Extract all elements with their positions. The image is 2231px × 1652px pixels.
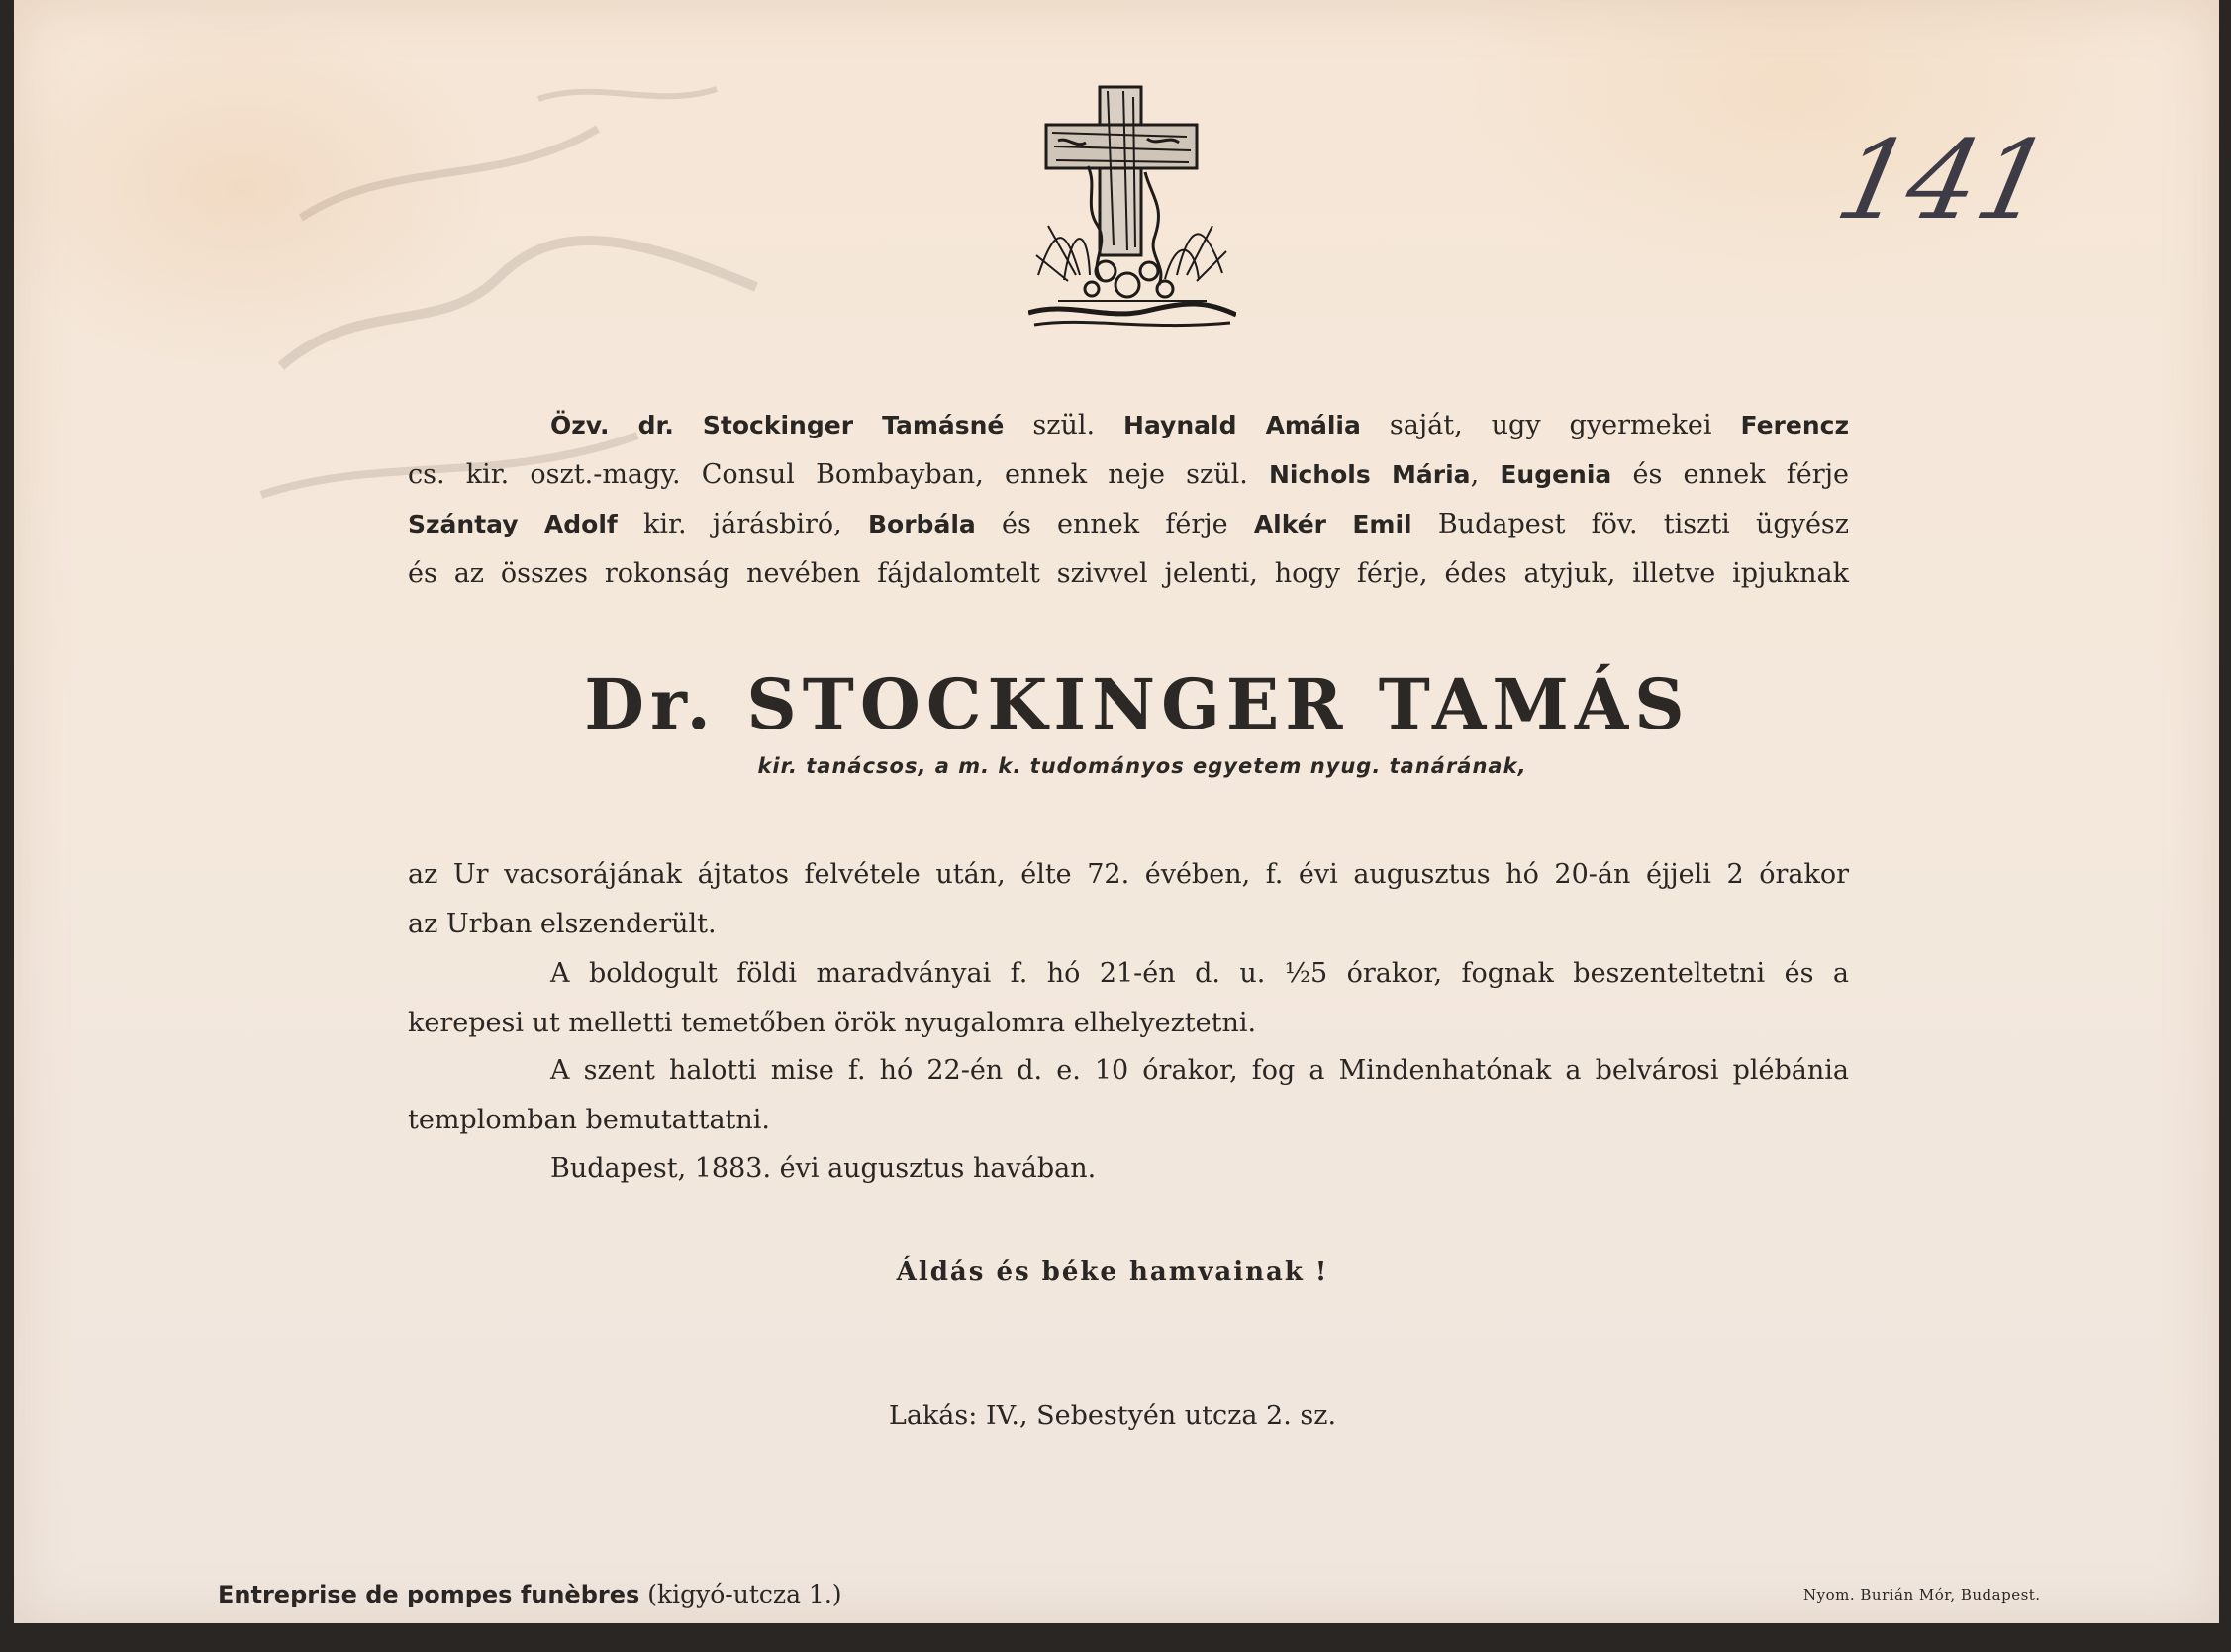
bold-name-run: Eugenia <box>1500 460 1612 489</box>
residence-address: Lakás: IV., Sebestyén utcza 2. sz. <box>888 1401 1337 1431</box>
text-run: saját, ugy gyermekei <box>1360 410 1741 440</box>
body-p2-line-1: A boldogult földi maradványai f. hó 21-én d. u. ½5 órakor, fognak beszenteltetni és a <box>550 958 1849 989</box>
text-run: cs. kir. oszt.-magy. Consul Bombayban, ennek neje szül. <box>408 459 1269 490</box>
body-p3-line-1: A szent halotti mise f. hó 22-én d. e. 10 órakor, fog a Mindenhatónak a belvárosi plébánia <box>550 1055 1849 1086</box>
body-p1-line-1: az Ur vacsorájának ájtatos felvétele után, élte 72. évében, f. évi augusztus hó 20-án éjjeli 2 órakor <box>408 859 1849 890</box>
undertaker-name: Entreprise de pompes funèbres <box>218 1581 640 1608</box>
text-run: szül. <box>1004 410 1124 440</box>
text-run: és ennek férje <box>975 509 1254 539</box>
blessing-line: Áldás és béke hamvainak ! <box>896 1257 1329 1287</box>
body-date-place: Budapest, 1883. évi augusztus havában. <box>550 1153 1097 1184</box>
bold-name-run: Özv. dr. Stockinger Tamásné <box>550 411 1005 439</box>
bold-name-run: Szántay Adolf <box>408 510 618 538</box>
bold-name-run: Ferencz <box>1740 411 1849 439</box>
printer-imprint: Nyom. Burián Mór, Budapest. <box>1803 1586 2041 1603</box>
text-run: , <box>1470 459 1501 490</box>
text-run: kir. járásbiró, <box>617 509 868 539</box>
body-p2-line-2: kerepesi ut melletti temetőben örök nyugalomra elhelyeztetni. <box>408 1008 1257 1038</box>
bold-name-run: Borbála <box>868 510 976 538</box>
text-run: és ennek férje <box>1611 459 1849 490</box>
bold-name-run: Haynald Amália <box>1123 411 1361 439</box>
text-run: és az összes rokonság nevében fájdalomtelt szivvel jelenti, hogy férje, édes atyjuk, illetve ipjuknak <box>408 558 1849 589</box>
text-run: Budapest föv. tiszti ügyész <box>1411 509 1850 539</box>
deceased-name-heading: Dr. STOCKINGER TAMÁS <box>584 663 1691 745</box>
death-notice-paper <box>14 0 2219 1623</box>
intro-line-3 <box>408 509 1849 539</box>
intro-line-1 <box>550 410 1849 440</box>
intro-line-4 <box>408 558 1849 589</box>
intro-line-2 <box>408 459 1849 490</box>
body-p1-line-2: az Urban elszenderült. <box>408 909 717 939</box>
bold-name-run: Nichols Mária <box>1269 460 1471 489</box>
deceased-title: kir. tanácsos, a m. k. tudományos egyetem nyug. tanárának, <box>757 754 1527 778</box>
archive-number-handwritten: 141 <box>1826 117 2062 243</box>
cross-engraving-icon <box>1028 77 1236 344</box>
undertaker-imprint <box>218 1580 842 1608</box>
body-p3-line-2: templomban bemutattatni. <box>408 1105 771 1135</box>
bold-name-run: Alkér Emil <box>1253 510 1412 538</box>
undertaker-address: (kigyó-utcza 1.) <box>647 1580 842 1608</box>
